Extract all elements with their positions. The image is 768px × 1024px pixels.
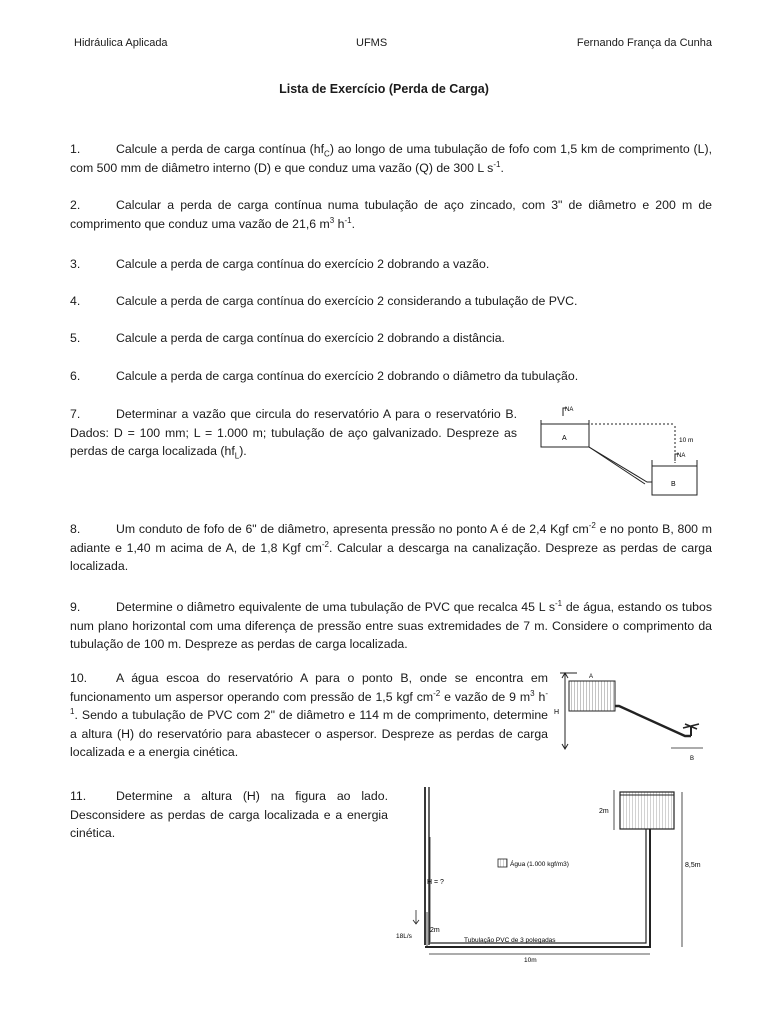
dim-2m-bottom-label: 2m (430, 927, 440, 934)
height-label: 10 m (679, 437, 694, 444)
exercise-text: Calcule a perda de carga contínua do exercício 2 dobrando o diâmetro da tubulação. (116, 369, 579, 383)
tank-a (569, 681, 615, 711)
exercise-number: 9. (70, 600, 81, 614)
flow-label: 18L/s (396, 933, 412, 940)
exercise-text: de água, estando os tubos num plano horizontal com uma diferença de pressão entre suas extremidades de 7 m. Considere o comprimento da tubulação de 100 m. Despreze as perdas de carga localizada. (70, 600, 712, 651)
exercise-number: 2. (70, 198, 81, 212)
height-label: H (554, 709, 560, 716)
exercise-text: h (334, 216, 345, 231)
header-university: UFMS (356, 37, 388, 49)
na-label-bottom: NA (677, 453, 686, 459)
tank-upper (620, 792, 674, 829)
exercise-text: Determine a altura (H) na figura ao lado. Desconsidere as perdas de carga localizada e a energia cinética. (70, 789, 388, 840)
exercise-number: 7. (70, 407, 81, 421)
exercise-8 (70, 520, 712, 576)
exercise-number: 1. (70, 142, 81, 156)
exercise-number: 5. (70, 331, 81, 345)
pipe (589, 442, 652, 482)
exercise-number: 6. (70, 369, 81, 383)
header-author: Fernando França da Cunha (576, 37, 712, 49)
exercise-1 (70, 140, 712, 177)
dim-2m-top-label: 2m (599, 808, 609, 815)
tank-b-outline (652, 460, 697, 495)
horizontal-pipe (425, 829, 650, 947)
exercise-text: ). (239, 444, 247, 458)
exercise-text: Calcular a perda de carga contínua numa tubulação de aço zincado, com 3" de diâmetro e 200 m de comprimento que conduz uma vazão de 21,6 m (70, 198, 712, 231)
header-course: Hidráulica Aplicada (74, 37, 168, 49)
exercise-text: Um conduto de fofo de 6" de diâmetro, apresenta pressão no ponto A é de 2,4 Kgf cm (116, 522, 589, 536)
exercise-7 (70, 405, 517, 461)
exercise-text: A água escoa do reservatório A para o ponto B, onde se encontra em funcionamento um aspersor operando com pressão de 1,5 kgf cm (70, 671, 548, 704)
exercise-11 (70, 787, 388, 843)
h-unknown-label: H = ? (427, 879, 444, 886)
length-label: 10m (524, 957, 537, 964)
exercise-2 (70, 196, 712, 233)
na-label-top: NA (565, 407, 574, 413)
exercise-text: h (534, 689, 546, 704)
point-b-label: B (690, 756, 695, 762)
exercise-5 (70, 329, 712, 348)
subscript: L (234, 451, 240, 461)
exercise-10 (70, 669, 548, 762)
superscript: -1 (554, 598, 563, 608)
horizontal-pipe-inner (429, 829, 646, 943)
superscript: -2 (433, 688, 441, 698)
legend-swatch (498, 859, 507, 867)
exercise-6 (70, 367, 712, 386)
exercise-text: Calcule a perda de carga contínua do exercício 2 dobrando a vazão. (116, 257, 490, 271)
exercise-9 (70, 598, 712, 654)
exercise-text: Determinar a vazão que circula do reservatório A para o reservatório B. Dados: D = 100 mm; L = 1.000 m; tubulação de aço galvanizado. Despreze as perdas de carga localizada (hf (70, 407, 517, 458)
exercise-text: Calcule a perda de carga contínua do exercício 2 considerando a tubulação de PVC. (116, 294, 578, 308)
superscript: 3 (530, 688, 535, 698)
reservoir-figure-7 (535, 400, 715, 505)
exercise-text: e vazão de 9 m (440, 689, 531, 704)
exercise-text: Calcule a perda de carga contínua do exercício 2 dobrando a distância. (116, 331, 505, 345)
tank-a-label: A (562, 435, 567, 442)
exercise-number: 8. (70, 522, 81, 536)
subscript: C (324, 149, 330, 159)
superscript: -2 (321, 539, 329, 549)
exercise-text: . (500, 160, 504, 175)
tank-a-label: A (589, 674, 594, 680)
page-title: Lista de Exercício (Perda de Carga) (279, 82, 489, 96)
exercise-text: Determine o diâmetro equivalente de uma tubulação de PVC que recalca 45 L s (116, 600, 555, 614)
exercise-4 (70, 292, 712, 311)
exercise-number: 10. (70, 671, 88, 685)
exercise-3 (70, 255, 712, 274)
superscript: -2 (588, 520, 596, 530)
legend-label: Água (1.000 kgf/m3) (510, 861, 569, 868)
pipe-lower (589, 447, 645, 484)
dim-total-height-label: 8,5m (685, 862, 701, 869)
pipe (615, 706, 691, 736)
exercise-text: . (351, 216, 356, 231)
exercise-text: . Calcular a descarga na canalização. Despreze as perdas de carga localizada. (70, 540, 712, 573)
exercise-number: 3. (70, 257, 81, 271)
exercise-text: e no ponto B, 800 m adiante e 1,40 m acima de A, de 1,8 Kgf cm (70, 522, 712, 555)
reservoir-figure-10 (553, 668, 723, 768)
exercise-text: ) ao longo de uma tubulação de fofo com 1,5 km de comprimento (L), com 500 mm de diâmetro interno (D) e que conduz uma vazão (Q) de 300 L s (70, 142, 713, 175)
exercise-number: 4. (70, 294, 81, 308)
exercise-text: . Sendo a tubulação de PVC com 2" de diâmetro e 114 m de comprimento, determine a altura (H) do reservatório para abastecer o aspersor. Despreze as perdas de carga localizada e a energia cinética. (70, 708, 548, 759)
superscript: -1 (70, 688, 548, 716)
exercise-text: Calcule a perda de carga contínua (hf (116, 142, 325, 156)
tank-b-label: B (671, 481, 676, 488)
exercise-number: 11. (70, 789, 87, 803)
superscript: -1 (493, 159, 501, 169)
superscript: 3 (329, 215, 335, 225)
superscript: -1 (344, 215, 352, 225)
pipe-label: Tubulação PVC de 3 polegadas (464, 937, 556, 944)
reservoir-figure-11 (392, 782, 722, 967)
